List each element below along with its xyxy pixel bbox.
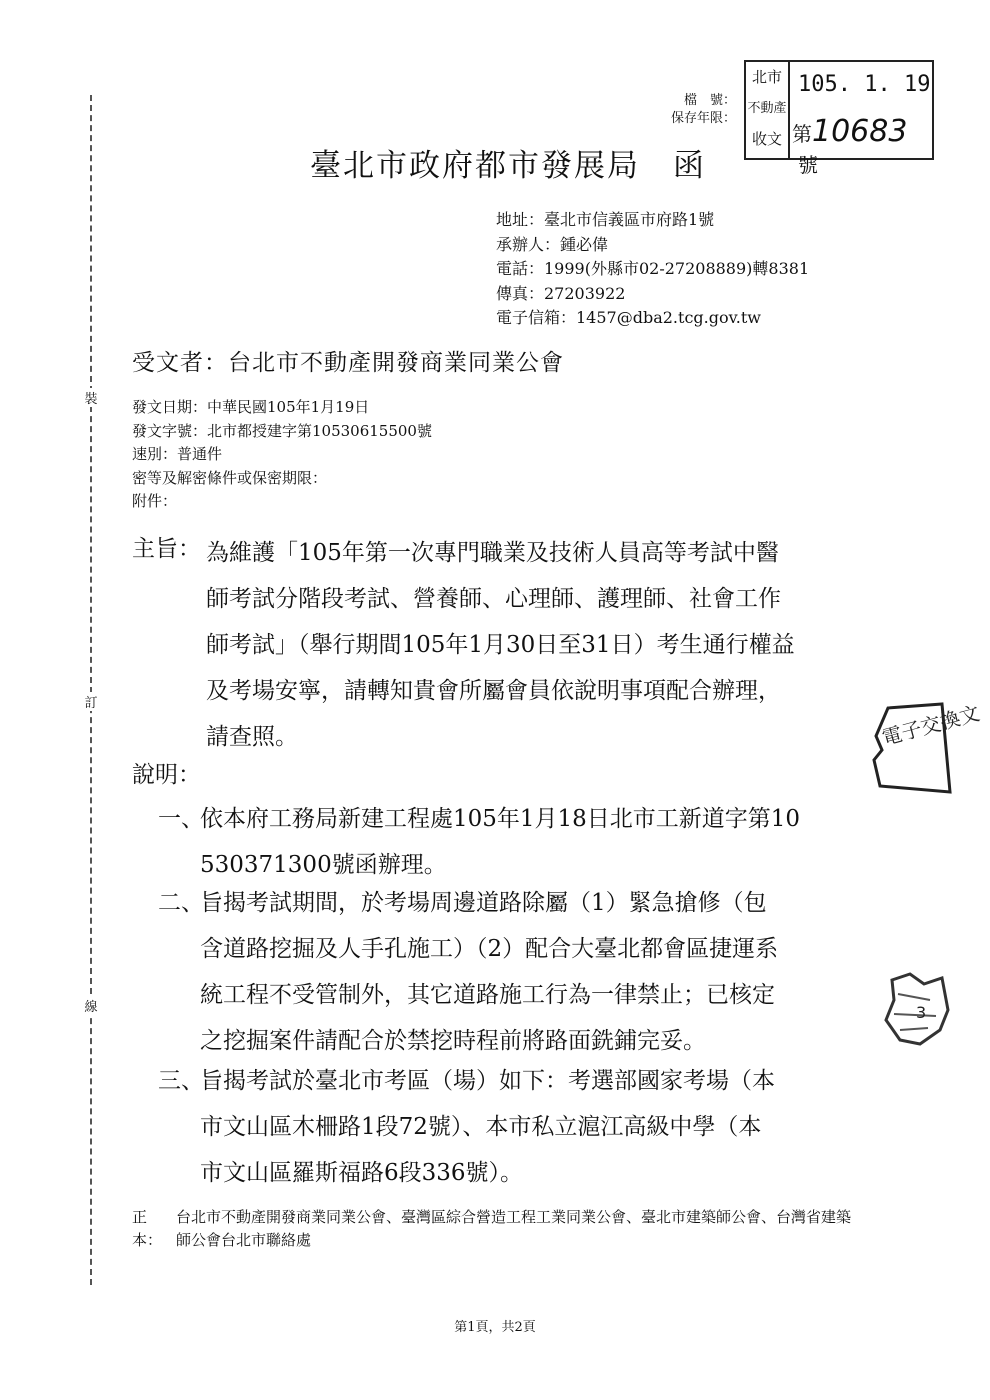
stamp-org-line: 不動產 [747, 101, 787, 116]
recipient: 受文者：台北市不動產開發商業同業公會 [132, 350, 564, 376]
item-line: 530371300號函辦理。 [200, 852, 447, 878]
item-body [200, 1058, 850, 1196]
stamp-number [792, 114, 932, 178]
subject-text [206, 530, 846, 760]
subject-label: 主旨： [132, 536, 201, 562]
e-exchange-seal-icon [872, 700, 983, 796]
retention-label: 保存年限： [670, 111, 736, 126]
seal-fragment-icon [880, 970, 950, 1050]
item-line: 含道路挖掘及人手孔施工）（2）配合大臺北都會區捷運系 [200, 936, 779, 962]
subject-line: 師考試分階段考試、營養師、心理師、護理師、社會工作 [206, 586, 781, 612]
page-footer: 第1頁，共2頁 [454, 1320, 536, 1335]
item-number: 一、 [158, 806, 204, 832]
stamp-number-suffix: 號 [798, 153, 818, 177]
subject-line: 為維護「105年第一次專門職業及技術人員高等考試中醫 [206, 540, 779, 566]
receipt-stamp [744, 60, 934, 177]
binding-line [90, 95, 92, 1285]
subject-line: 及考場安寧，請轉知貴會所屬會員依說明事項配合辦理， [206, 678, 781, 704]
subject-line: 請查照。 [206, 724, 298, 750]
contact-address: 地址：臺北市信義區市府路1號 [496, 210, 715, 229]
secrecy-level: 密等及解密條件或保密期限： [132, 468, 328, 487]
delivery-speed: 速別：普通件 [132, 445, 223, 463]
file-info [640, 92, 736, 128]
item-line: 旨揭考試於臺北市考區（場）如下：考選部國家考場（本 [200, 1068, 775, 1094]
binding-mark-xian: 線 [80, 996, 102, 1015]
document-number: 發文字號：北市都授建字第10530615500號 [132, 421, 432, 440]
attachments: 附件： [132, 492, 178, 510]
item-line: 之挖掘案件請配合於禁挖時程前將路面銑鋪完妥。 [200, 1028, 706, 1054]
contact-block [496, 208, 809, 331]
contact-phone: 電話：1999(外縣市02-27208889)轉8381 [496, 259, 810, 278]
stamp-date: 105. 1. 19 [798, 72, 931, 97]
item-number: 二、 [158, 890, 204, 916]
stamp-org-line: 北市 [751, 68, 782, 86]
document-title: 臺北市政府都市發展局 函 [310, 148, 706, 184]
item-body [200, 796, 850, 888]
document-meta [132, 396, 432, 514]
contact-handler: 承辦人：鍾必偉 [496, 234, 609, 254]
item-line: 市文山區木柵路1段72號）、本市私立滬江高級中學（本 [200, 1114, 762, 1140]
description-label: 說明： [132, 762, 201, 788]
binding-mark-zhuang: 裝 [80, 388, 102, 407]
stamp-org-line: 收文 [751, 130, 782, 148]
copies-label: 正本： [132, 1208, 163, 1249]
item-line: 依本府工務局新建工程處105年1月18日北市工新道字第10 [200, 806, 801, 832]
seal-fragment-text: 3 [916, 1003, 927, 1022]
stamp-number-value: 10683 [812, 114, 908, 149]
item-number: 三、 [158, 1068, 204, 1094]
item-line: 市文山區羅斯福路6段336號）。 [200, 1160, 524, 1186]
seal-text: 電子交換文 [879, 700, 983, 750]
copies-text: 台北市不動產開發商業同業公會、臺灣區綜合營造工程工業同業公會、臺北市建築師公會、台灣省建築師公會台北市聯絡處 [176, 1208, 852, 1249]
item-line: 旨揭考試期間，於考場周邊道路除屬（1）緊急搶修（包 [200, 890, 767, 916]
stamp-number-prefix: 第 [792, 122, 812, 146]
item-body [200, 880, 850, 1064]
subject-line: 師考試」（舉行期間105年1月30日至31日）考生通行權益 [206, 632, 795, 658]
contact-email: 電子信箱：1457@dba2.tcg.gov.tw [496, 308, 761, 327]
item-line: 統工程不受管制外，其它道路施工行為一律禁止；已核定 [200, 982, 775, 1008]
file-number-label: 檔 號： [683, 93, 736, 108]
contact-fax: 傳真：27203922 [496, 283, 626, 303]
binding-mark-ding: 訂 [80, 692, 102, 711]
stamp-org-column [746, 62, 790, 158]
issue-date: 發文日期：中華民國105年1月19日 [132, 398, 370, 416]
